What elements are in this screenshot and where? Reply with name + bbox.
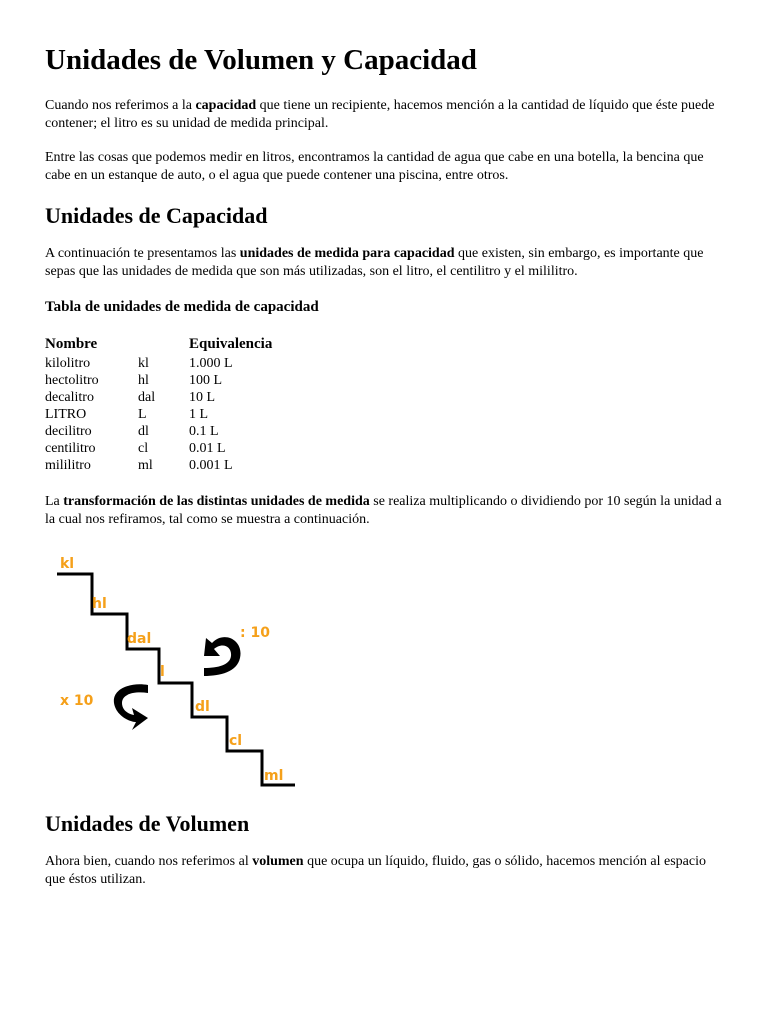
divide-label: : 10	[240, 625, 270, 641]
intro-paragraph-1	[45, 97, 725, 133]
table-row	[45, 355, 309, 372]
intro-text-1: Cuando nos referimos a la	[45, 98, 196, 113]
table-row	[45, 457, 309, 474]
unit-name-cell: centilitro	[45, 441, 96, 456]
volume-text-2: que ocupa un líquido, fluido, gas o sólido, hacemos mención al espacio que éstos utilizan.	[45, 854, 706, 887]
unit-name-cell: hectolitro	[45, 373, 99, 388]
multiply-label: x 10	[60, 693, 94, 709]
unit-equivalence-cell: 0.001 L	[189, 458, 233, 473]
step-label-kl: kl	[60, 556, 75, 572]
divide-arrow-icon	[204, 637, 241, 676]
table-title: Tabla de unidades de medida de capacidad	[45, 299, 319, 315]
unit-name-cell: mililitro	[45, 458, 91, 473]
step-label-dal: dal	[127, 631, 152, 647]
transform-text-2: se realiza multiplicando o dividiendo por 10 según la unidad a la cual nos refiramos, tal como se muestra a continuación.	[45, 494, 722, 527]
intro-paragraph-2: Entre las cosas que podemos medir en litros, encontramos la cantidad de agua que cabe en una botella, la bencina que cabe en un estanque de auto, o el agua que puede contener una piscina, entre otros.	[45, 150, 704, 183]
capacity-units-table	[45, 355, 309, 474]
table-row	[45, 440, 309, 457]
unit-symbol-cell: L	[138, 407, 147, 422]
unit-symbol-cell: hl	[138, 373, 149, 388]
volume-paragraph	[45, 853, 725, 889]
step-label-dl: dl	[195, 699, 210, 715]
unit-name-cell: decalitro	[45, 390, 94, 405]
table-row	[45, 423, 309, 440]
step-label-l: l	[160, 664, 165, 680]
unit-staircase-diagram	[52, 548, 312, 796]
transform-paragraph	[45, 493, 725, 529]
table-header-equivalence: Equivalencia	[189, 336, 273, 352]
table-row	[45, 406, 309, 423]
capacity-text-2: que existen, sin embargo, es importante que sepas que las unidades de medida que son más utilizadas, son el litro, el centilitro y el mililitro.	[45, 246, 704, 279]
unit-equivalence-cell: 0.1 L	[189, 424, 219, 439]
intro-bold-capacidad: capacidad	[195, 98, 257, 113]
section-heading-volumen: Unidades de Volumen	[45, 811, 250, 836]
unit-symbol-cell: cl	[138, 441, 149, 456]
table-row	[45, 372, 309, 389]
unit-name-cell: kilolitro	[45, 356, 91, 371]
unit-equivalence-cell: 100 L	[189, 373, 223, 388]
table-header-name: Nombre	[45, 336, 98, 352]
capacity-text-1: A continuación te presentamos las	[45, 246, 240, 261]
unit-symbol-cell: dal	[138, 390, 156, 405]
step-label-hl: hl	[92, 596, 107, 612]
capacity-bold-units: unidades de medida para capacidad	[239, 246, 455, 261]
unit-symbol-cell: ml	[138, 458, 153, 473]
capacity-paragraph	[45, 245, 725, 281]
step-label-ml: ml	[264, 768, 284, 784]
unit-symbol-cell: kl	[138, 356, 149, 371]
unit-symbol-cell: dl	[138, 424, 149, 439]
multiply-arrow-icon	[114, 684, 148, 730]
unit-name-cell: decilitro	[45, 424, 92, 439]
unit-name-cell: LITRO	[45, 407, 87, 422]
section-heading-capacidad: Unidades de Capacidad	[45, 203, 268, 228]
intro-text-2: que tiene un recipiente, hacemos mención a la cantidad de líquido que éste puede contener; el litro es su unidad de medida principal.	[45, 98, 715, 131]
page-title: Unidades de Volumen y Capacidad	[45, 44, 477, 76]
volume-text-1: Ahora bien, cuando nos referimos al	[45, 854, 253, 869]
volume-bold: volumen	[252, 854, 304, 869]
transform-text-1: La	[45, 494, 64, 509]
unit-equivalence-cell: 0.01 L	[189, 441, 226, 456]
table-row	[45, 389, 309, 406]
unit-equivalence-cell: 1.000 L	[189, 356, 233, 371]
transform-bold: transformación de las distintas unidades de medida	[63, 494, 370, 509]
step-label-cl: cl	[229, 733, 243, 749]
unit-equivalence-cell: 10 L	[189, 390, 216, 405]
unit-equivalence-cell: 1 L	[189, 407, 209, 422]
